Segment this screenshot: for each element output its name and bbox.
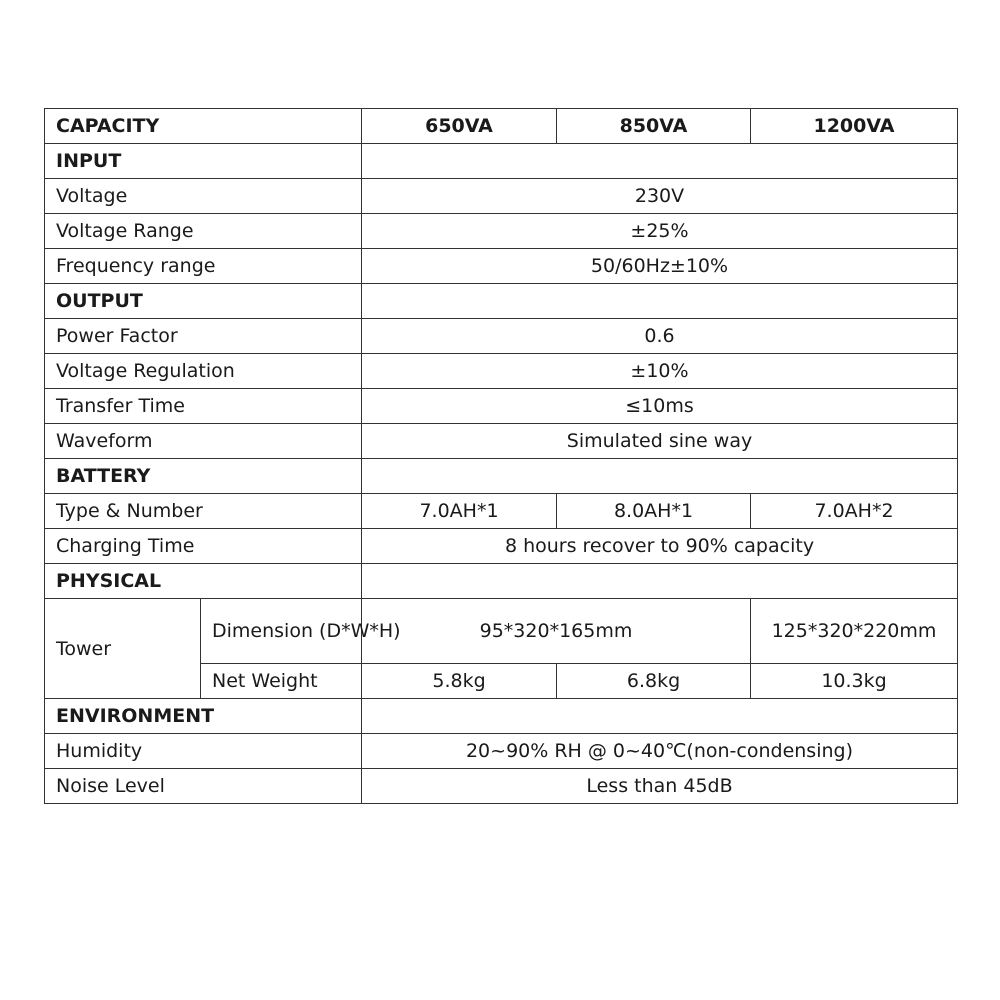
table-row [45,529,958,564]
empty-cell [362,699,958,734]
net-weight-650va: 5.8kg [362,664,557,699]
noise-level-label: Noise Level [45,769,362,804]
power-factor-value: 0.6 [362,319,958,354]
section-heading-output: OUTPUT [45,284,362,319]
table-row [45,249,958,284]
section-row-input [45,144,958,179]
dimension-1200va: 125*320*220mm [751,599,958,664]
table-row [45,319,958,354]
voltage-range-label: Voltage Range [45,214,362,249]
type-number-label: Type & Number [45,494,362,529]
waveform-label: Waveform [45,424,362,459]
humidity-value: 20~90% RH @ 0~40℃(non-condensing) [362,734,958,769]
dimension-label: Dimension (D*W*H) [201,599,362,664]
specifications-table [44,108,958,804]
table-row [45,109,958,144]
type-number-650va: 7.0AH*1 [362,494,557,529]
model-1200va: 1200VA [751,109,958,144]
empty-cell [362,284,958,319]
empty-cell [362,564,958,599]
empty-cell [362,144,958,179]
power-factor-label: Power Factor [45,319,362,354]
net-weight-label: Net Weight [201,664,362,699]
dimension-650-850va: 95*320*165mm [362,599,751,664]
noise-level-value: Less than 45dB [362,769,958,804]
section-heading-battery: BATTERY [45,459,362,494]
charging-time-label: Charging Time [45,529,362,564]
voltage-range-value: ±25% [362,214,958,249]
empty-cell [362,459,958,494]
table-row [45,494,958,529]
table-row [45,424,958,459]
table-row [45,734,958,769]
section-row-physical [45,564,958,599]
capacity-label: CAPACITY [45,109,362,144]
voltage-label: Voltage [45,179,362,214]
table-row [45,389,958,424]
type-number-1200va: 7.0AH*2 [751,494,958,529]
voltage-regulation-label: Voltage Regulation [45,354,362,389]
frequency-range-label: Frequency range [45,249,362,284]
waveform-value: Simulated sine way [362,424,958,459]
tower-label: Tower [45,599,201,699]
section-row-battery [45,459,958,494]
model-650va: 650VA [362,109,557,144]
model-850va: 850VA [557,109,751,144]
frequency-range-value: 50/60Hz±10% [362,249,958,284]
table-row [45,214,958,249]
section-row-output [45,284,958,319]
table-row [45,354,958,389]
section-row-environment [45,699,958,734]
net-weight-850va: 6.8kg [557,664,751,699]
voltage-value: 230V [362,179,958,214]
type-number-850va: 8.0AH*1 [557,494,751,529]
net-weight-1200va: 10.3kg [751,664,958,699]
charging-time-value: 8 hours recover to 90% capacity [362,529,958,564]
transfer-time-label: Transfer Time [45,389,362,424]
section-heading-environment: ENVIRONMENT [45,699,362,734]
table-row [45,179,958,214]
voltage-regulation-value: ±10% [362,354,958,389]
transfer-time-value: ≤10ms [362,389,958,424]
table-row [45,599,958,664]
humidity-label: Humidity [45,734,362,769]
table-row [45,769,958,804]
section-heading-input: INPUT [45,144,362,179]
section-heading-physical: PHYSICAL [45,564,362,599]
